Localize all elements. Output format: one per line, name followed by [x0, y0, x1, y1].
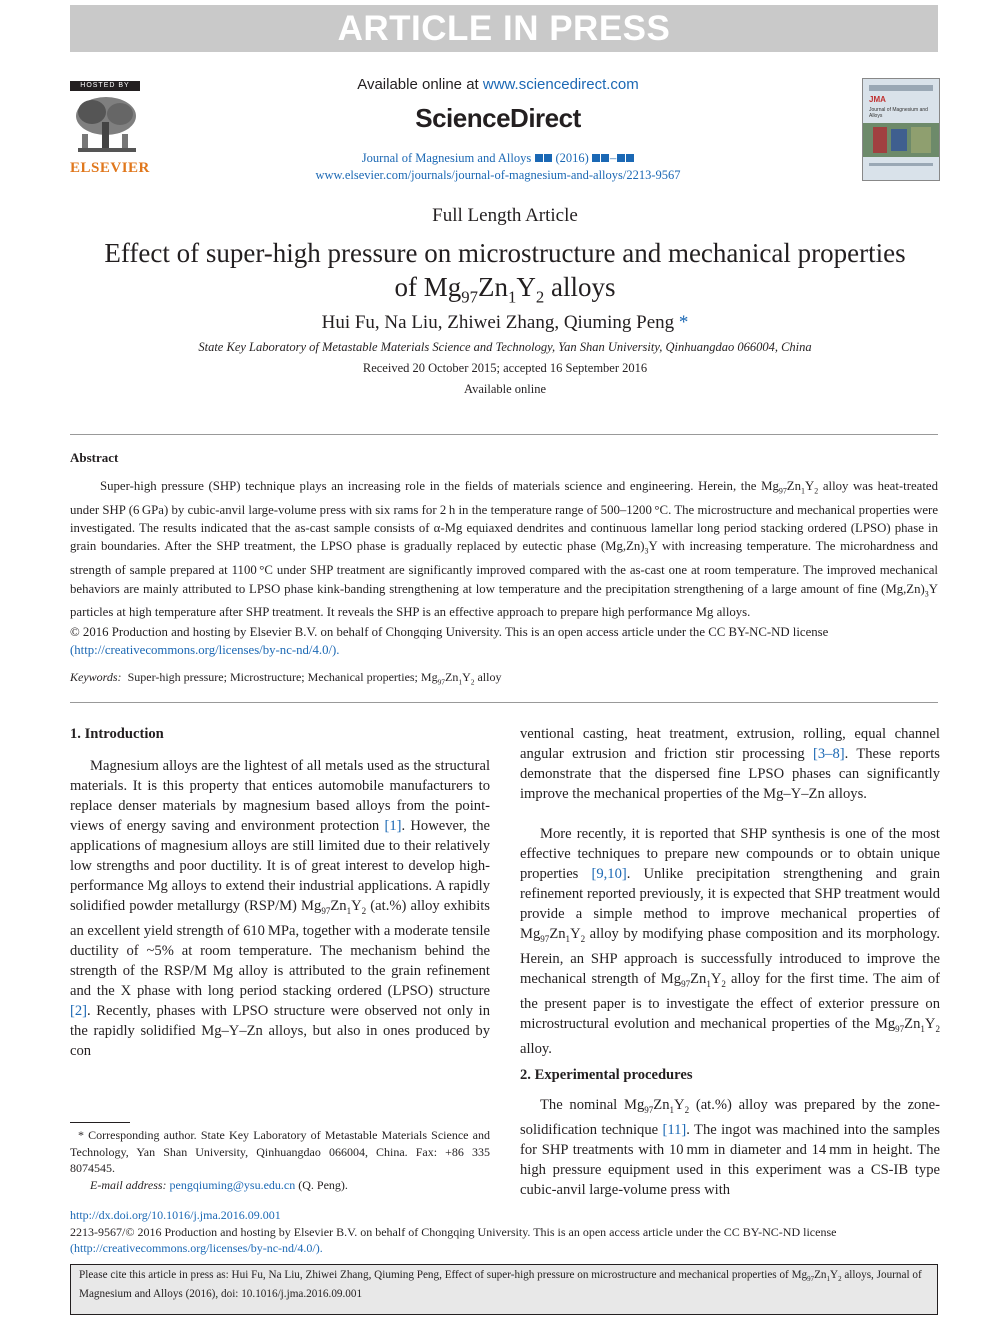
- license-link[interactable]: (http://creativecommons.org/licenses/by-nc-nd/4.0/).: [70, 643, 340, 658]
- experimental-paragraph-1: The nominal $Mg_{97}Zn_1Y_2$ (at.%) alloy was prepared by the zone-solidification technique [11]. The ingot was machined into the samples for SHP treatments with 10 mm in diameter and 14 mm in height. The high pressure equipment used in this experiment was a CS-IB type cubic-anvil large-volume press with: [520, 1097, 940, 1198]
- intro-heading: 1. Introduction: [70, 726, 164, 742]
- ref-link[interactable]: [11]: [662, 1121, 687, 1138]
- abstract-copyright: © 2016 Production and hosting by Elsevier B.V. on behalf of Chongqing University. This is an open access article under the CC BY-NC-ND license (http://creativecommons.org/licenses/by-nc-nd/4.0/).: [70, 625, 829, 658]
- sciencedirect-logo: ScienceDirect: [415, 103, 581, 133]
- doi-link[interactable]: http://dx.doi.org/10.1016/j.jma.2016.09.001: [70, 1208, 281, 1222]
- ref-link[interactable]: [3–8]: [813, 746, 845, 762]
- ref-link[interactable]: [1]: [384, 818, 402, 834]
- hosted-by-label: HOSTED BY: [70, 81, 140, 91]
- sciencedirect-link[interactable]: www.sciencedirect.com: [482, 76, 639, 93]
- affiliation: State Key Laboratory of Metastable Materials Science and Technology, Yan Shan University, Qinhuangdao 066004, China: [198, 340, 812, 354]
- journal-citation-line: Journal of Magnesium and Alloys (2016) –: [200, 151, 796, 166]
- ref-link[interactable]: [2]: [70, 1002, 88, 1019]
- divider: [70, 434, 938, 435]
- article-title: Effect of super-high pressure on microstructure and mechanical properties of $Mg_{97}Zn_1Y_2$ alloys: [104, 238, 906, 307]
- elsevier-wordmark: ELSEVIER: [70, 160, 150, 176]
- citation-box: Please cite this article in press as: Hui Fu, Na Liu, Zhiwei Zhang, Qiuming Peng, Effect of super-high pressure on microstructure and mechanical properties of $Mg_{97}Zn_1Y_2$ alloys, Journal of Magnesium and Alloys (2016), doi: 10.1016/j.jma.2016.09.001: [70, 1264, 938, 1315]
- received-dates: Received 20 October 2015; accepted 16 September 2016: [362, 361, 648, 375]
- keywords: Keywords: Super-high pressure; Microstructure; Mechanical properties; $Mg_{97}Zn_1Y_2$ alloy: [70, 670, 502, 687]
- abstract-text: Super-high pressure (SHP) technique plays an increasing role in the fields of materials science and engineering. Herein, the $Mg_{97}Zn_1Y_2$ alloy was heat-treated under SHP (6 GPa) by cubic-anvil large-volume press with six rams for 2 h in the temperature range of 500–1200 °C. The microstructure and mechanical properties were investigated. The results indicated that the as-cast sample consists of α-Mg equiaxed dendrites and continuous lamellar long period stacking ordered (LPSO) phase in grain boundaries. After the SHP treatment, the LPSO phase is gradually replaced by eutectic phase $(Mg,Zn)_3Y$ with increasing temperature. The microhardness and strength of sample prepared at 1100 °C under SHP treatment are significantly improved compared with the as-cast one at room temperature. The improved mechanical behaviors are mainly attributed to LPSO phase kink-banding strengthening at low temperature and the precipitation strengthening of a large amount of fine $(Mg,Zn)_3Y$ particles at high temperature after SHP treatment. It reveals the SHP is an effective approach to prepare high performance Mg alloys.: [70, 479, 938, 620]
- cover-journal-title: Journal of Magnesium and Alloys: [869, 107, 928, 119]
- elsevier-tree-logo: [70, 94, 142, 160]
- footnote: * Corresponding author. State Key Laboratory of Metastable Materials Science and Technology, Yan Shan University, Qinhuangdao 066004, China. Fax: +86 335 8074545. E-mail address: pengqiuming@ysu.edu.cn (Q. Peng).: [70, 1128, 490, 1193]
- corresponding-author-mark[interactable]: *: [678, 312, 689, 333]
- license-link[interactable]: (http://creativecommons.org/licenses/by-nc-nd/4.0/).: [70, 1241, 323, 1255]
- abstract-heading: Abstract: [70, 450, 119, 465]
- journal-cover-thumbnail[interactable]: [862, 78, 940, 181]
- author-list: Hui Fu, Na Liu, Zhiwei Zhang, Qiuming Peng *: [321, 312, 689, 333]
- cover-jma-label: JMA: [869, 95, 886, 104]
- intro-paragraph-2: More recently, it is reported that SHP synthesis is one of the most effective techniques to prepare new compounds or to obtain unique properties [9,10]. Unlike precipitation strengthening and grain refinement reported previously, it is expected that SHP treatment would provide a simple method to improve mechanical properties of $Mg_{97}Zn_1Y_2$ alloy by modifying phase composition and its morphology. Herein, an SHP approach is successfully introduced to improve the mechanical strength of $Mg_{97}Zn_1Y_2$ alloy for the first time. The aim of the present paper is to investigate the effect of exterior pressure on microstructural evolution and mechanical properties of the $Mg_{97}Zn_1Y_2$ alloy.: [520, 826, 940, 1057]
- intro-paragraph-1: Magnesium alloys are the lightest of all metals used as the structural materials. It is this property that entices automobile manufacturers to replace denser materials by magnesium based alloys from the point-views of energy saving and environment protection [1]. However, the applications of magnesium alloys are still limited due to their relatively low strengths and poor ductility. It is of great interest to develop high-performance Mg alloys to extend their industrial applications. A rapidly solidified powder metallurgy (RSP/M) $Mg_{97}Zn_1Y_2$ (at.%) alloy exhibits an excellent yield strength of 610 MPa, together with a moderate tensile ductility of ~5% at room temperature. The mechanism behind the strength of the RSP/M Mg alloy is attributed to the grain refinement and the X phase with long period stacking ordered (LPSO) structure [2]. Recently, phases with LPSO structure were observed not only in the rapidly solidified Mg–Y–Zn alloys, but also in ones produced by con: [70, 758, 490, 1059]
- intro-paragraph-1-cont: ventional casting, heat treatment, extrusion, rolling, equal channel angular extrusion and friction stir processing [3–8]. These reports demonstrate that the dispersed fine LPSO phases can significantly improve the mechanical properties of the Mg–Y–Zn alloys.: [520, 726, 940, 802]
- experimental-heading: 2. Experimental procedures: [520, 1067, 693, 1083]
- ref-link[interactable]: [9,10]: [591, 866, 627, 882]
- journal-url-link[interactable]: www.elsevier.com/journals/journal-of-magnesium-and-alloys/2213-9567: [315, 168, 681, 182]
- email-link[interactable]: pengqiuming@ysu.edu.cn: [169, 1178, 296, 1193]
- available-online-date: Available online: [463, 382, 547, 396]
- article-in-press-banner: ARTICLE IN PRESS: [70, 5, 938, 52]
- available-online-line: Available online at www.sciencedirect.com: [357, 76, 639, 93]
- footnote-rule: [70, 1122, 130, 1123]
- journal-name[interactable]: Journal of Magnesium and Alloys: [361, 151, 532, 165]
- doi-block: http://dx.doi.org/10.1016/j.jma.2016.09.001 2213-9567/© 2016 Production and hosting by Elsevier B.V. on behalf of Chongqing University. This is an open access article under the CC BY-NC-ND license (http://creativecommons.org/licenses/by-nc-nd/4.0/).: [70, 1207, 938, 1257]
- divider: [70, 702, 938, 703]
- article-type: Full Length Article: [432, 205, 578, 226]
